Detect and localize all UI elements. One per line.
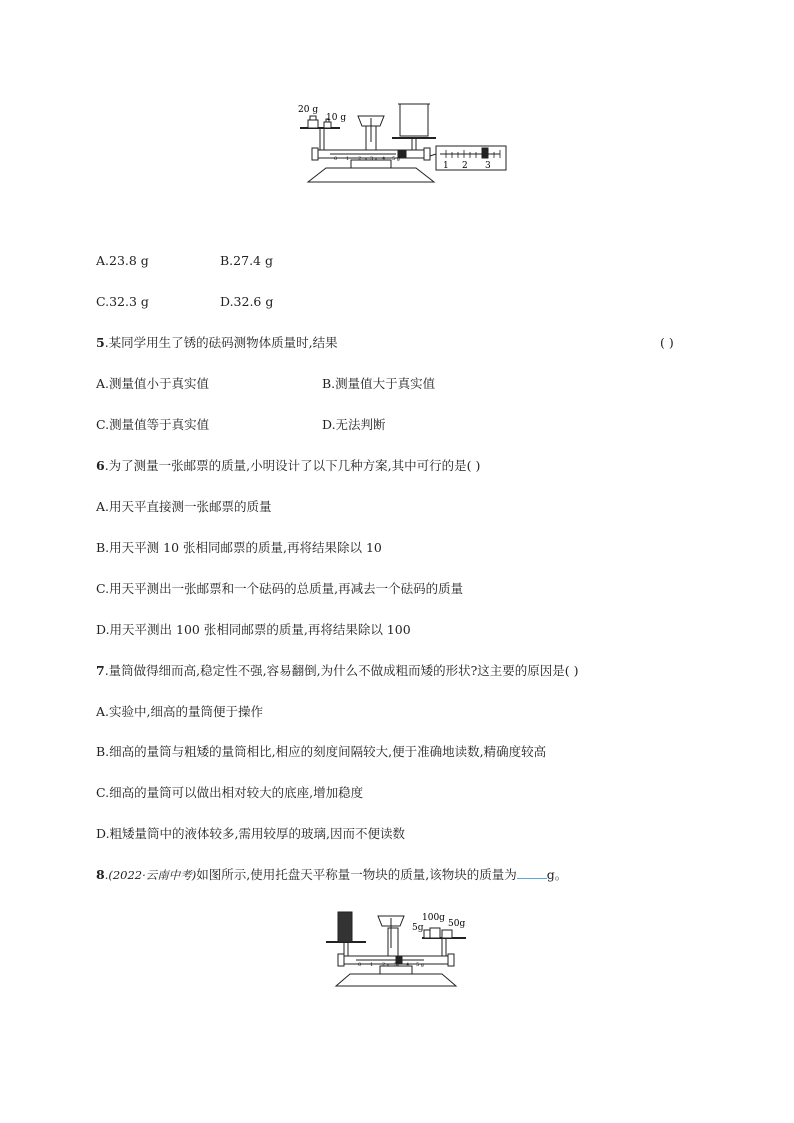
q8-number: 8 — [96, 867, 105, 882]
q7-option-c[interactable]: C.细高的量筒可以做出相对较大的底座,增加稳度 — [96, 785, 364, 800]
q5-option-c[interactable]: C.测量值等于真实值 — [96, 417, 210, 432]
fig1-weight-label-b: 10 g — [326, 113, 347, 123]
q7-option-a[interactable]: A.实验中,细高的量筒便于操作 — [96, 704, 263, 719]
q6-option-a[interactable]: A.用天平直接测一张邮票的质量 — [96, 499, 272, 514]
fig2-scale-tick: 1 — [370, 962, 374, 968]
fig1-zoom-tick: 2 — [462, 161, 468, 171]
fig2-scale-tick: 4 — [406, 962, 410, 968]
fig1-scale-tick: 1 — [346, 156, 350, 162]
q5-stem-text: .某同学用生了锈的砝码测物体质量时,结果 — [104, 335, 338, 350]
q7-option-b[interactable]: B.细高的量筒与粗矮的量筒相比,相应的刻度间隔较大,便于准确地读数,精确度较高 — [96, 744, 547, 759]
balance-figure-1 — [296, 98, 508, 184]
fig2-scale-tick: 5 g — [416, 962, 424, 968]
q4-option-c[interactable]: C.32.3 g — [96, 294, 149, 309]
q5-option-a[interactable]: A.测量值小于真实值 — [96, 376, 210, 391]
q8-stem-text-b: g。 — [546, 867, 568, 882]
q7-stem — [96, 662, 579, 680]
fig1-zoom-tick: 3 — [485, 161, 491, 171]
fig2-weight-label-c: 50g — [448, 919, 466, 929]
fig2-scale-tick: 3 — [394, 962, 398, 968]
q6-stem-text: .为了测量一张邮票的质量,小明设计了以下几种方案,其中可行的是( ) — [104, 458, 481, 473]
q4-option-d[interactable]: D.32.6 g — [220, 294, 274, 309]
q8-stem — [96, 866, 567, 884]
q6-option-c[interactable]: C.用天平测出一张邮票和一个砝码的总质量,再减去一个砝码的质量 — [96, 581, 464, 596]
q5-option-d[interactable]: D.无法判断 — [322, 417, 386, 432]
balance-figure-2 — [324, 908, 470, 988]
fig1-scale-tick: 0 — [334, 156, 338, 162]
q6-option-b[interactable]: B.用天平测 10 张相同邮票的质量,再将结果除以 10 — [96, 540, 382, 555]
q5-number: 5 — [96, 335, 105, 350]
q4-option-a[interactable]: A.23.8 g — [96, 253, 149, 268]
fig1-scale-tick: 2 — [358, 156, 362, 162]
q7-number: 7 — [96, 663, 105, 678]
q8-source: .(2022·云南中考) — [104, 868, 197, 882]
fig1-scale-tick: 3 — [370, 156, 374, 162]
q8-stem-text-a: 如图所示,使用托盘天平称量一物块的质量,该物块的质量为 — [196, 867, 517, 882]
q6-stem — [96, 457, 480, 475]
fig1-zoom-tick: 1 — [443, 161, 449, 171]
q8-answer-blank[interactable] — [517, 866, 547, 879]
q7-stem-text: .量筒做得细而高,稳定性不强,容易翻倒,为什么不做成粗而矮的形状?这主要的原因是( ) — [104, 663, 579, 678]
fig1-scale-tick: 5 g — [392, 156, 400, 162]
fig1-weight-label-a: 20 g — [298, 105, 319, 115]
q5-stem — [96, 334, 338, 352]
q5-answer-paren[interactable]: ( ) — [660, 335, 674, 350]
q6-option-d[interactable]: D.用天平测出 100 张相同邮票的质量,再将结果除以 100 — [96, 622, 411, 637]
fig2-weight-label-b: 100g — [422, 913, 445, 923]
q4-option-b[interactable]: B.27.4 g — [220, 253, 273, 268]
q7-option-d[interactable]: D.粗矮量筒中的液体较多,需用较厚的玻璃,因而不便读数 — [96, 826, 405, 841]
fig1-scale-tick: 4 — [382, 156, 386, 162]
q5-option-b[interactable]: B.测量值大于真实值 — [322, 376, 436, 391]
q6-number: 6 — [96, 458, 105, 473]
fig2-scale-tick: 0 — [358, 962, 362, 968]
fig2-weight-label-a: 5g — [412, 923, 424, 933]
fig2-scale-tick: 2 — [382, 962, 386, 968]
